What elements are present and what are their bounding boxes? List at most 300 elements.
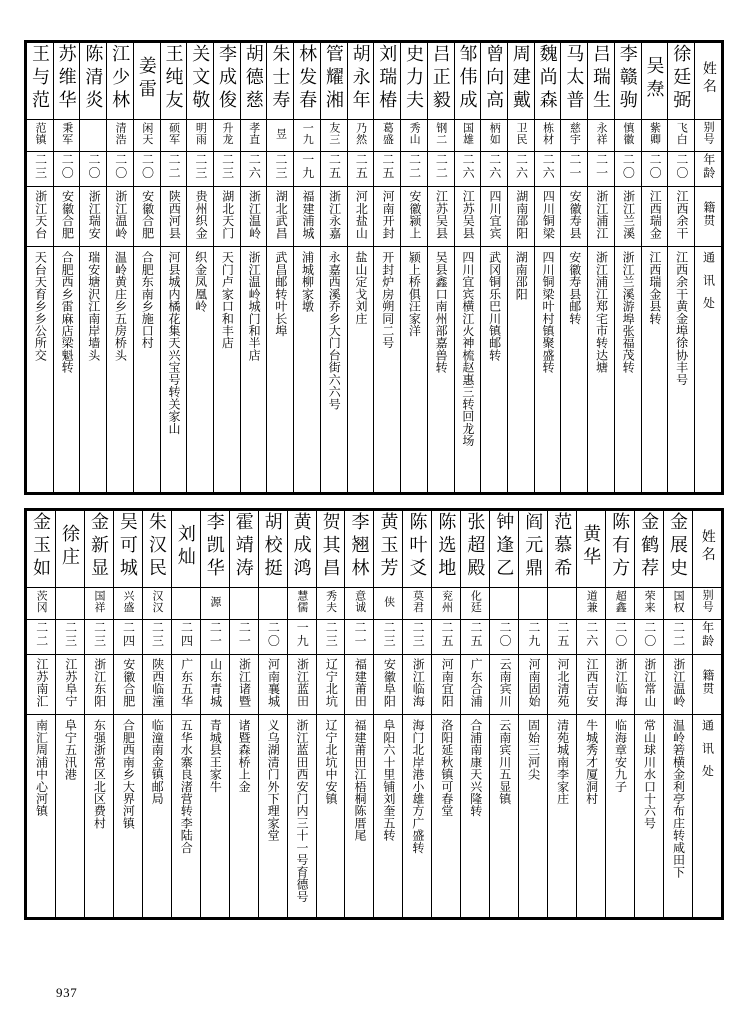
cell-alias <box>84 588 113 620</box>
cell-native <box>345 655 374 715</box>
cell-name <box>606 511 635 588</box>
cell-age-text: 二二 <box>34 621 49 649</box>
cell-address-text: 福建莆田江梧桐陈厝尾 <box>352 719 367 842</box>
cell-age-text: 二六 <box>541 153 556 181</box>
row-native-top <box>27 187 722 247</box>
cell-age <box>490 620 519 655</box>
cell-native-text: 浙江临海 <box>613 657 628 707</box>
cell-address <box>507 247 534 493</box>
cell-native <box>294 187 321 247</box>
cell-address <box>668 247 695 493</box>
cell-name <box>214 43 241 120</box>
cell-native-text: 安徽合肥 <box>60 189 75 239</box>
cell-alias-text: 硕军 <box>167 121 180 145</box>
cell-address-text: 织金凤凰岭 <box>193 251 208 313</box>
roster-table-top <box>24 40 724 495</box>
header-alias-text: 别号 <box>701 589 714 613</box>
cell-alias-text: 秀山 <box>408 121 421 145</box>
cell-alias <box>258 588 287 620</box>
cell-native-text: 浙江温岭 <box>671 657 686 707</box>
cell-address-text: 天门卢家口和丰店 <box>220 251 235 349</box>
cell-alias-text: 紫卿 <box>648 121 661 145</box>
cell-address-text: 安徽寿县邮转 <box>567 251 582 325</box>
cell-native <box>200 655 229 715</box>
cell-alias <box>107 120 134 152</box>
cell-alias-text: 国祥 <box>93 589 106 613</box>
cell-age <box>577 620 606 655</box>
cell-age-text: 二六 <box>247 153 262 181</box>
cell-alias <box>214 120 241 152</box>
cell-age-text: 二五 <box>468 621 483 649</box>
cell-age-text: 二三 <box>382 621 397 649</box>
cell-name-text: 吴焘 <box>644 55 665 102</box>
cell-address <box>294 247 321 493</box>
cell-address-text: 云南宾川五显镇 <box>497 719 512 805</box>
cell-native <box>187 187 214 247</box>
cell-native-text: 安徽合肥 <box>121 657 136 707</box>
cell-address-text: 浙江兰溪游埠张福茂转 <box>621 251 636 374</box>
cell-name <box>113 511 142 588</box>
cell-address-text: 青城县王家牛 <box>208 719 223 793</box>
cell-age-text: 二〇 <box>140 153 155 181</box>
cell-age <box>229 620 258 655</box>
page-number: 937 <box>56 985 78 1000</box>
cell-native <box>561 187 588 247</box>
cell-name-text: 胡校挺 <box>262 512 283 582</box>
cell-address <box>577 715 606 918</box>
cell-address <box>27 715 56 918</box>
cell-name <box>577 511 606 588</box>
cell-name-text: 吕正毅 <box>430 44 451 114</box>
cell-name-text: 曾向高 <box>484 44 505 114</box>
cell-name-text: 张超殿 <box>465 512 486 582</box>
cell-address-text: 东强浙常区北区费村 <box>92 719 107 830</box>
cell-address <box>187 247 214 493</box>
cell-alias-text: 源 <box>208 596 221 608</box>
cell-age-text: 二四 <box>179 621 194 649</box>
cell-alias <box>548 588 577 620</box>
cell-age <box>160 152 187 187</box>
cell-address-text: 辽宁北坑中安镇 <box>324 719 338 805</box>
cell-address <box>267 247 294 493</box>
cell-alias-text: 兴盛 <box>121 589 134 613</box>
header-age <box>692 620 721 655</box>
cell-native <box>641 187 668 247</box>
cell-alias-text: 升龙 <box>221 121 234 145</box>
cell-name-text: 吴可城 <box>117 512 138 582</box>
cell-name <box>240 43 267 120</box>
cell-alias <box>454 120 481 152</box>
cell-address <box>287 715 316 918</box>
cell-address <box>142 715 171 918</box>
cell-age-text: 二六 <box>487 153 502 181</box>
cell-age-text: 一九 <box>295 621 310 649</box>
cell-native <box>80 187 107 247</box>
cell-native <box>606 655 635 715</box>
cell-name-text: 胡德慈 <box>243 44 264 114</box>
cell-address-text: 义乌湖清门外下理家堂 <box>266 719 281 842</box>
cell-name-text: 苏维华 <box>56 44 77 114</box>
header-name-text: 姓名 <box>700 61 716 97</box>
cell-address-text: 盐山定戈刘庄 <box>353 251 368 325</box>
cell-age <box>641 152 668 187</box>
cell-alias <box>534 120 561 152</box>
header-age-text: 年龄 <box>700 621 715 649</box>
cell-native <box>490 655 519 715</box>
cell-native <box>481 187 508 247</box>
header-native <box>692 655 721 715</box>
cell-name <box>490 511 519 588</box>
cell-age <box>347 152 374 187</box>
cell-address <box>427 247 454 493</box>
cell-alias-text: 慎徽 <box>621 121 634 145</box>
cell-name <box>641 43 668 120</box>
cell-address-text: 武昌邮转叶长埠 <box>273 251 288 337</box>
cell-name-text: 王纯友 <box>163 44 184 114</box>
cell-name <box>588 43 615 120</box>
cell-name-text: 陈选地 <box>436 512 457 582</box>
cell-native-text: 浙江诸暨 <box>237 657 252 707</box>
cell-alias-text: 昱 <box>274 128 287 140</box>
cell-name <box>345 511 374 588</box>
cell-age <box>635 620 664 655</box>
cell-address-text: 武冈铜乐巴川镇邮转 <box>487 251 502 362</box>
cell-name <box>200 511 229 588</box>
cell-native <box>374 655 403 715</box>
cell-alias-text: 秀夫 <box>324 589 337 613</box>
cell-alias <box>80 120 107 152</box>
cell-native-text: 浙江东阳 <box>92 657 107 707</box>
cell-native <box>27 187 54 247</box>
cell-address <box>432 715 461 918</box>
header-name <box>694 43 721 120</box>
cell-age <box>561 152 588 187</box>
cell-age <box>133 152 160 187</box>
cell-name-text: 徐庄 <box>60 523 80 570</box>
cell-address <box>200 715 229 918</box>
cell-age <box>107 152 134 187</box>
cell-age-text: 二二 <box>671 621 686 649</box>
cell-address-text: 河县城内橘花集天兴宝号转关家山 <box>166 251 181 435</box>
cell-native-text: 河北清苑 <box>556 657 571 707</box>
cell-address-text: 温岭箬横金利亭布庄转咸田下 <box>671 719 686 879</box>
cell-alias-text: 钢二 <box>434 121 447 145</box>
cell-address-text: 湖南邵阳 <box>514 251 529 300</box>
cell-name-text: 史力夫 <box>404 44 424 114</box>
cell-age <box>519 620 548 655</box>
cell-age-text: 二三 <box>411 621 426 649</box>
cell-name <box>267 43 294 120</box>
cell-native-text: 浙江温岭 <box>113 189 128 239</box>
cell-native-text: 陕西临潼 <box>150 657 165 707</box>
cell-alias <box>403 588 432 620</box>
cell-name <box>294 43 321 120</box>
cell-alias <box>635 588 664 620</box>
cell-name <box>461 511 490 588</box>
cell-address <box>403 715 432 918</box>
cell-alias <box>294 120 321 152</box>
cell-age-text: 二〇 <box>613 621 628 649</box>
cell-age-text: 二六 <box>584 621 599 649</box>
cell-age <box>461 620 490 655</box>
cell-address <box>490 715 519 918</box>
cell-name <box>507 43 534 120</box>
cell-age <box>588 152 615 187</box>
cell-age <box>84 620 113 655</box>
cell-native <box>107 187 134 247</box>
cell-alias-text: 国雄 <box>461 121 474 145</box>
cell-name-text: 朱士寿 <box>270 44 291 114</box>
cell-alias <box>133 120 160 152</box>
cell-address <box>641 247 668 493</box>
cell-age <box>606 620 635 655</box>
cell-address <box>316 715 345 918</box>
cell-address-text: 固始三河尖 <box>526 719 541 781</box>
cell-address-text: 天台天育乡乡公所交 <box>33 251 48 362</box>
cell-alias <box>27 120 54 152</box>
cell-alias-text: 侠 <box>382 596 395 608</box>
cell-native <box>171 655 200 715</box>
cell-age-text: 二三 <box>220 153 235 181</box>
cell-name <box>374 43 401 120</box>
cell-age-text: 一九 <box>300 153 315 181</box>
cell-native-text: 江西余干 <box>675 189 689 239</box>
cell-age <box>481 152 508 187</box>
cell-name-text: 阎元鼎 <box>523 512 544 582</box>
cell-native <box>240 187 267 247</box>
cell-native <box>668 187 695 247</box>
cell-native-text: 江苏吴县 <box>461 189 476 239</box>
cell-name-text: 姜雷 <box>136 55 157 102</box>
cell-name-text: 关文敬 <box>190 44 211 114</box>
cell-name-text: 李凯华 <box>204 512 225 582</box>
cell-age <box>55 620 84 655</box>
cell-native-text: 河南开封 <box>381 189 396 239</box>
cell-native-text: 浙江浦江 <box>594 189 609 239</box>
cell-address <box>374 247 401 493</box>
cell-address <box>27 247 54 493</box>
cell-alias-text: 国权 <box>672 589 685 613</box>
cell-alias-text: 柄如 <box>488 121 501 145</box>
cell-name-text: 黄华 <box>581 523 602 570</box>
cell-alias <box>427 120 454 152</box>
cell-native-text: 河南襄城 <box>266 657 281 707</box>
cell-native <box>214 187 241 247</box>
cell-address <box>345 715 374 918</box>
cell-age <box>53 152 80 187</box>
cell-name-text: 钟逢乙 <box>494 512 515 582</box>
cell-age <box>200 620 229 655</box>
cell-alias-text: 一九 <box>301 121 314 145</box>
cell-native-text: 辽宁北坑 <box>324 657 339 707</box>
cell-age-text: 二三 <box>193 153 208 181</box>
cell-alias-text: 范镇 <box>34 121 47 145</box>
cell-native-text: 浙江永嘉 <box>327 189 342 239</box>
cell-native-text: 福建浦城 <box>300 189 315 239</box>
cell-native <box>614 187 641 247</box>
cell-native-text: 浙江常山 <box>642 657 657 707</box>
cell-alias <box>577 588 606 620</box>
cell-name-text: 马太普 <box>564 44 585 114</box>
cell-address <box>519 715 548 918</box>
cell-name <box>401 43 428 120</box>
header-native-text: 籍贯 <box>701 201 716 227</box>
cell-age-text: 二三 <box>150 621 165 649</box>
header-address <box>692 715 721 918</box>
cell-age <box>258 620 287 655</box>
cell-native <box>55 655 84 715</box>
cell-age <box>320 152 347 187</box>
cell-name-text: 贺其昌 <box>320 512 341 582</box>
header-native <box>694 187 721 247</box>
cell-name <box>635 511 664 588</box>
cell-native <box>267 187 294 247</box>
cell-alias <box>347 120 374 152</box>
cell-age-text: 二〇 <box>60 153 75 181</box>
cell-age-text: 二六 <box>514 153 529 181</box>
cell-address <box>229 715 258 918</box>
cell-name <box>403 511 432 588</box>
cell-alias <box>229 588 258 620</box>
cell-age-text: 二〇 <box>113 153 128 181</box>
cell-name <box>171 511 200 588</box>
cell-age <box>507 152 534 187</box>
cell-native-text: 四川铜梁 <box>541 189 556 239</box>
cell-alias-text: 飞白 <box>675 121 688 145</box>
cell-name <box>432 511 461 588</box>
cell-address-text: 牛城秀才厦洞村 <box>584 719 599 805</box>
cell-alias-text: 兖州 <box>440 589 453 613</box>
cell-alias <box>53 120 80 152</box>
cell-alias-text: 超鑫 <box>614 589 627 613</box>
cell-native <box>160 187 187 247</box>
cell-address <box>214 247 241 493</box>
cell-age-text: 二五 <box>380 153 395 181</box>
cell-address-text: 温岭黄庄乡五房桥头 <box>113 251 128 362</box>
cell-name <box>561 43 588 120</box>
cell-age <box>214 152 241 187</box>
cell-address <box>374 715 403 918</box>
cell-address <box>663 715 692 918</box>
cell-age <box>345 620 374 655</box>
cell-age-text: 二一 <box>567 153 582 181</box>
cell-alias <box>641 120 668 152</box>
cell-address <box>614 247 641 493</box>
cell-alias-text: 汉汉 <box>150 589 163 613</box>
cell-name <box>80 43 107 120</box>
cell-native <box>229 655 258 715</box>
cell-address-text: 浙江蓝田西安门内三十一号育德号 <box>295 719 310 903</box>
cell-age-text: 二五 <box>327 153 342 181</box>
cell-age-text: 二〇 <box>642 621 657 649</box>
cell-age-text: 二二 <box>167 153 182 181</box>
cell-native-text: 安徽颍上 <box>407 189 422 239</box>
cell-alias <box>287 588 316 620</box>
cell-native <box>347 187 374 247</box>
row-name-top <box>27 43 722 120</box>
cell-address <box>133 247 160 493</box>
cell-alias-text: 友三 <box>327 121 340 145</box>
cell-age-text: 二一 <box>237 621 252 649</box>
cell-age <box>668 152 695 187</box>
cell-name <box>548 511 577 588</box>
cell-name-text: 李翘林 <box>349 512 370 582</box>
cell-alias <box>240 120 267 152</box>
cell-address-text: 四川宜宾横江火神梳赵惠三转回龙场 <box>460 251 475 447</box>
cell-name-text: 林发春 <box>297 44 318 114</box>
cell-address-text: 颍上桥俱汪家洋 <box>407 251 422 337</box>
cell-alias <box>171 588 200 620</box>
cell-native-text: 江西吉安 <box>584 657 599 707</box>
cell-age-text: 二〇 <box>497 621 512 649</box>
cell-alias <box>345 588 374 620</box>
cell-alias <box>374 120 401 152</box>
cell-native-text: 四川宜宾 <box>487 189 502 239</box>
cell-alias <box>507 120 534 152</box>
cell-native-text: 江苏吴县 <box>434 189 449 239</box>
cell-address-text: 浙江温岭城门和半店 <box>247 251 262 362</box>
cell-name <box>668 43 695 120</box>
cell-name <box>519 511 548 588</box>
cell-alias <box>142 588 171 620</box>
cell-native-text: 湖南邵阳 <box>514 189 529 239</box>
cell-name <box>663 511 692 588</box>
cell-age-text: 二〇 <box>621 153 636 181</box>
cell-alias <box>481 120 508 152</box>
cell-alias <box>320 120 347 152</box>
cell-native-text: 江西瑞金 <box>648 189 663 239</box>
cell-name-text: 霍靖涛 <box>233 512 254 582</box>
cell-native-text: 浙江温岭 <box>247 189 262 239</box>
cell-name <box>53 43 80 120</box>
cell-alias-text: 茨冈 <box>35 589 48 613</box>
cell-name-text: 黄玉芳 <box>378 512 399 582</box>
cell-name <box>374 511 403 588</box>
cell-address <box>347 247 374 493</box>
cell-alias <box>561 120 588 152</box>
cell-address-text: 江西瑞金县转 <box>647 251 662 325</box>
cell-native <box>113 655 142 715</box>
cell-alias <box>27 588 56 620</box>
roster-grid-bottom <box>26 510 722 918</box>
header-alias-text: 别号 <box>702 121 715 145</box>
cell-name-text: 刘瑞椿 <box>377 44 398 114</box>
cell-native <box>461 655 490 715</box>
cell-name <box>84 511 113 588</box>
cell-alias-text: 化廷 <box>469 589 482 613</box>
cell-native <box>534 187 561 247</box>
cell-name-text: 黄成鸿 <box>291 512 312 582</box>
cell-native <box>454 187 481 247</box>
cell-native <box>427 187 454 247</box>
cell-name <box>614 43 641 120</box>
cell-name <box>142 511 171 588</box>
cell-address-text: 浦城柳家墩 <box>300 251 315 313</box>
cell-age-text: 二三 <box>324 621 339 649</box>
roster-table-bottom <box>24 508 724 920</box>
cell-name <box>481 43 508 120</box>
cell-name <box>187 43 214 120</box>
cell-age <box>374 620 403 655</box>
cell-address-text: 合肥西南乡大界河镇 <box>121 719 136 830</box>
row-age-bottom <box>27 620 722 655</box>
cell-age-text: 二九 <box>526 621 541 649</box>
cell-alias-text: 莫君 <box>411 589 424 613</box>
cell-age <box>287 620 316 655</box>
cell-native-text: 浙江兰溪 <box>621 189 636 239</box>
cell-name-text: 金玉如 <box>31 512 52 582</box>
cell-address-text: 瑞安塘沢江南岸墙头 <box>86 251 101 362</box>
